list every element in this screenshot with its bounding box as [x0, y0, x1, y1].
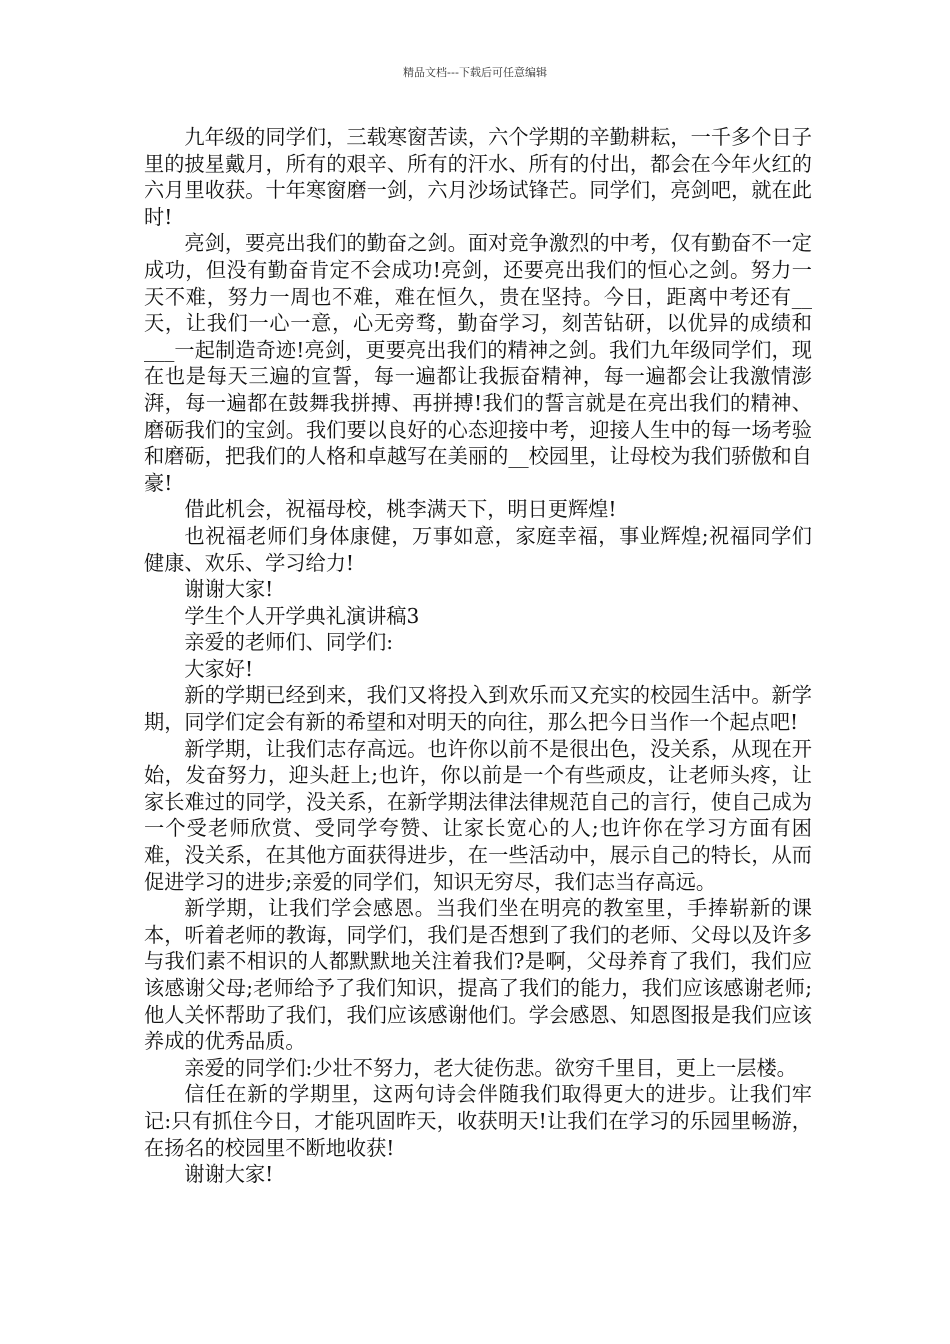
paragraph: 新学期，让我们学会感恩。当我们坐在明亮的教室里，手捧崭新的课本，听着老师的教诲，同学们，我们是否想到了我们的老师、父母以及许多与我们素不相识的人都默默地关注着我们?是啊，父母养育了我们，我们应该感谢父母;老师给予了我们知识，提高了我们的能力，我们应该感谢老师;他人关怀帮助了我们，我们应该感谢他们。学会感恩、知恩图报是我们应该养成的优秀品质。: [144, 896, 812, 1054]
speech-title: 学生个人开学典礼演讲稿3: [184, 603, 420, 628]
greeting: 大家好!: [184, 656, 254, 681]
paragraph: 借此机会，祝福母校，桃李满天下，明日更辉煌!: [184, 497, 617, 522]
document-body: [144, 124, 812, 1188]
closing: 谢谢大家!: [184, 1162, 274, 1187]
paragraph: 也祝福老师们身体康健，万事如意，家庭幸福，事业辉煌;祝福同学们健康、欢乐、学习给力!: [144, 523, 812, 575]
paragraph: 信任在新的学期里，这两句诗会伴随我们取得更大的进步。让我们牢记:只有抓住今日，才能巩固昨天，收获明天!让我们在学习的乐园里畅游，在扬名的校园里不断地收获!: [144, 1082, 812, 1160]
page-header: 精品文档---下载后可任意编辑: [403, 66, 547, 79]
paragraph: 谢谢大家!: [184, 577, 274, 602]
paragraph: 九年级的同学们，三载寒窗苦读，六个学期的辛勤耕耘，一千多个日子里的披星戴月，所有的艰辛、所有的汗水、所有的付出，都会在今年火红的六月里收获。十年寒窗磨一剑，六月沙场试锋芒。同学们，亮剑吧，就在此时!: [144, 125, 812, 229]
paragraph: 新学期，让我们志存高远。也许你以前不是很出色，没关系，从现在开始，发奋努力，迎头赶上;也许，你以前是一个有些顽皮，让老师头疼，让家长难过的同学，没关系，在新学期法律法律规范自己的言行，使自己成为一个受老师欣赏、受同学夸赞、让家长宽心的人;也许你在学习方面有困难，没关系，在其他方面获得进步，在一些活动中，展示自己的特长，从而促进学习的进步;亲爱的同学们，知识无穷尽，我们志当存高远。: [144, 736, 812, 894]
paragraph: 新的学期已经到来，我们又将投入到欢乐而又充实的校园生活中。新学期，同学们定会有新的希望和对明天的向往，那么把今日当作一个起点吧!: [144, 683, 812, 735]
salutation: 亲爱的老师们、同学们:: [184, 630, 394, 655]
paragraph: 亮剑，要亮出我们的勤奋之剑。面对竞争激烈的中考，仅有勤奋不一定成功，但没有勤奋肯定不会成功!亮剑，还要亮出我们的恒心之剑。努力一天不难，努力一周也不难，难在恒久，贵在坚持。今日，距离中考还有__天，让我们一心一意，心无旁骛，勤奋学习，刻苦钻研，以优异的成绩和___一起制造奇迹!亮剑，更要亮出我们的精神之剑。我们九年级同学们，现在也是每天三遍的宣誓，每一遍都让我振奋精神，每一遍都会让我激情澎湃，每一遍都在鼓舞我拼搏、再拼搏!我们的誓言就是在亮出我们的精神、磨砺我们的宝剑。我们要以良好的心态迎接中考，迎接人生中的每一场考验和磨砺，把我们的人格和卓越写在美丽的__校园里，让母校为我们骄傲和自豪!: [144, 231, 812, 495]
paragraph: 亲爱的同学们:少壮不努力，老大徒伤悲。欲穷千里目，更上一层楼。: [184, 1055, 797, 1080]
